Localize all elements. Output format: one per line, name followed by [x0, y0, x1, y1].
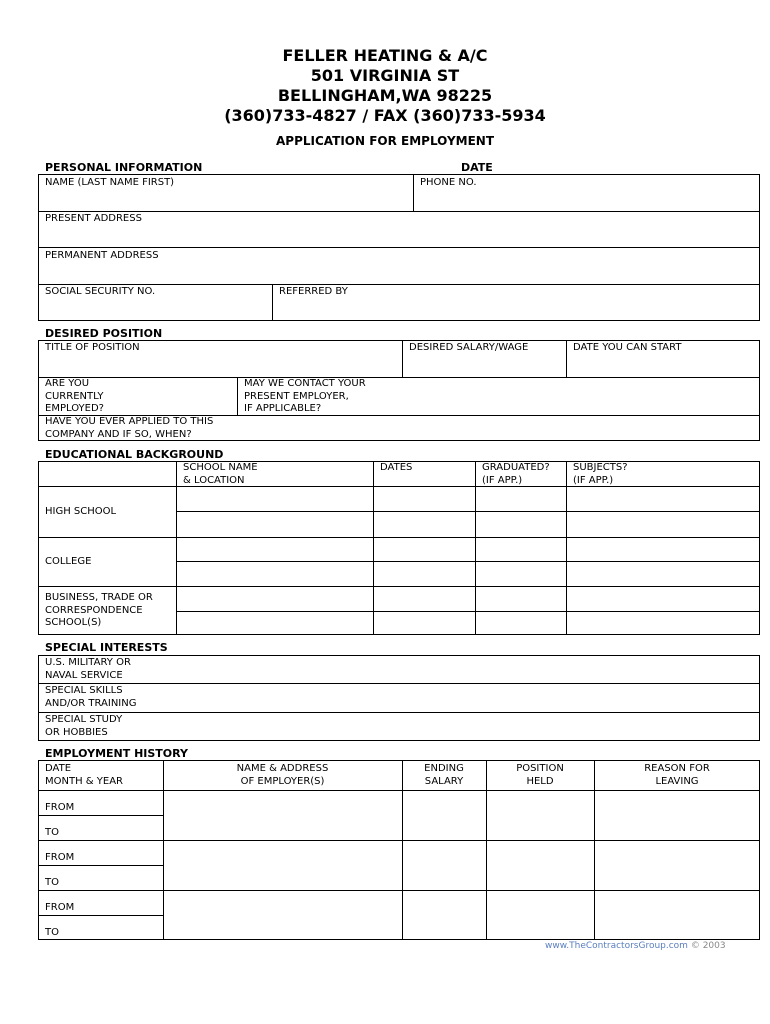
referred-by-field[interactable]: REFERRED BY [279, 286, 348, 297]
currently-employed-field[interactable]: ARE YOU CURRENTLY EMPLOYED? [45, 378, 104, 414]
col-school-header: SCHOOL NAME & LOCATION [183, 462, 258, 486]
company-phones: (360)733-4827 / FAX (360)733-5934 [224, 106, 546, 125]
military-service-field[interactable]: U.S. MILITARY OR NAVAL SERVICE [45, 657, 131, 681]
interests-heading: SPECIAL INTERESTS [45, 641, 168, 654]
company-street: 501 VIRGINIA ST [310, 66, 460, 85]
col-subjects-header: SUBJECTS? (IF APP.) [573, 462, 628, 486]
employment-row-2-to[interactable]: TO [45, 877, 59, 888]
row-business-trade: BUSINESS, TRADE OR CORRESPONDENCE SCHOOL(S) [45, 592, 153, 628]
desired-heading: DESIRED POSITION [45, 327, 163, 340]
education-heading: EDUCATIONAL BACKGROUND [45, 448, 224, 461]
personal-heading: PERSONAL INFORMATION [45, 161, 203, 174]
position-title-field[interactable]: TITLE OF POSITION [45, 342, 140, 353]
col-date-header: DATE MONTH & YEAR [45, 763, 123, 787]
special-study-field[interactable]: SPECIAL STUDY OR HOBBIES [45, 714, 123, 738]
desired-salary-field[interactable]: DESIRED SALARY/WAGE [409, 342, 529, 353]
col-employer-header: NAME & ADDRESS OF EMPLOYER(S) [236, 763, 329, 787]
form-title: APPLICATION FOR EMPLOYMENT [275, 134, 495, 148]
footer-link[interactable]: www.TheContractorsGroup.com [545, 941, 688, 951]
ssn-field[interactable]: SOCIAL SECURITY NO. [45, 286, 156, 297]
phone-field[interactable]: PHONE NO. [420, 177, 477, 188]
row-high-school: HIGH SCHOOL [45, 506, 117, 517]
col-reason-header: REASON FOR LEAVING [644, 763, 710, 787]
footer-copyright: © 2003 [690, 941, 726, 951]
footer [545, 941, 726, 951]
date-label: DATE [461, 161, 493, 174]
col-graduated-header: GRADUATED? (IF APP.) [482, 462, 550, 486]
contact-employer-field[interactable]: MAY WE CONTACT YOUR PRESENT EMPLOYER, IF APPLICABLE? [244, 378, 366, 414]
col-salary-header: ENDING SALARY [424, 763, 464, 787]
col-dates-header: DATES [380, 462, 413, 473]
special-skills-field[interactable]: SPECIAL SKILLS AND/OR TRAINING [45, 685, 137, 709]
employment-row-3-from[interactable]: FROM [45, 902, 75, 913]
present-address-field[interactable]: PRESENT ADDRESS [45, 213, 142, 224]
company-name: FELLER HEATING & A/C [282, 46, 488, 65]
permanent-address-field[interactable]: PERMANENT ADDRESS [45, 250, 159, 261]
employment-row-2-from[interactable]: FROM [45, 852, 75, 863]
row-college: COLLEGE [45, 556, 92, 567]
col-position-header: POSITION HELD [516, 763, 564, 787]
applied-before-field[interactable]: HAVE YOU EVER APPLIED TO THIS COMPANY AND IF SO, WHEN? [45, 416, 214, 440]
interests-table [38, 655, 760, 741]
start-date-field[interactable]: DATE YOU CAN START [573, 342, 682, 353]
employment-row-1-to[interactable]: TO [45, 827, 59, 838]
employment-row-3-to[interactable]: TO [45, 927, 59, 938]
company-city: BELLINGHAM,WA 98225 [277, 86, 493, 105]
employment-row-1-from[interactable]: FROM [45, 802, 75, 813]
employment-heading: EMPLOYMENT HISTORY [45, 747, 188, 760]
name-field[interactable]: NAME (LAST NAME FIRST) [45, 177, 175, 188]
